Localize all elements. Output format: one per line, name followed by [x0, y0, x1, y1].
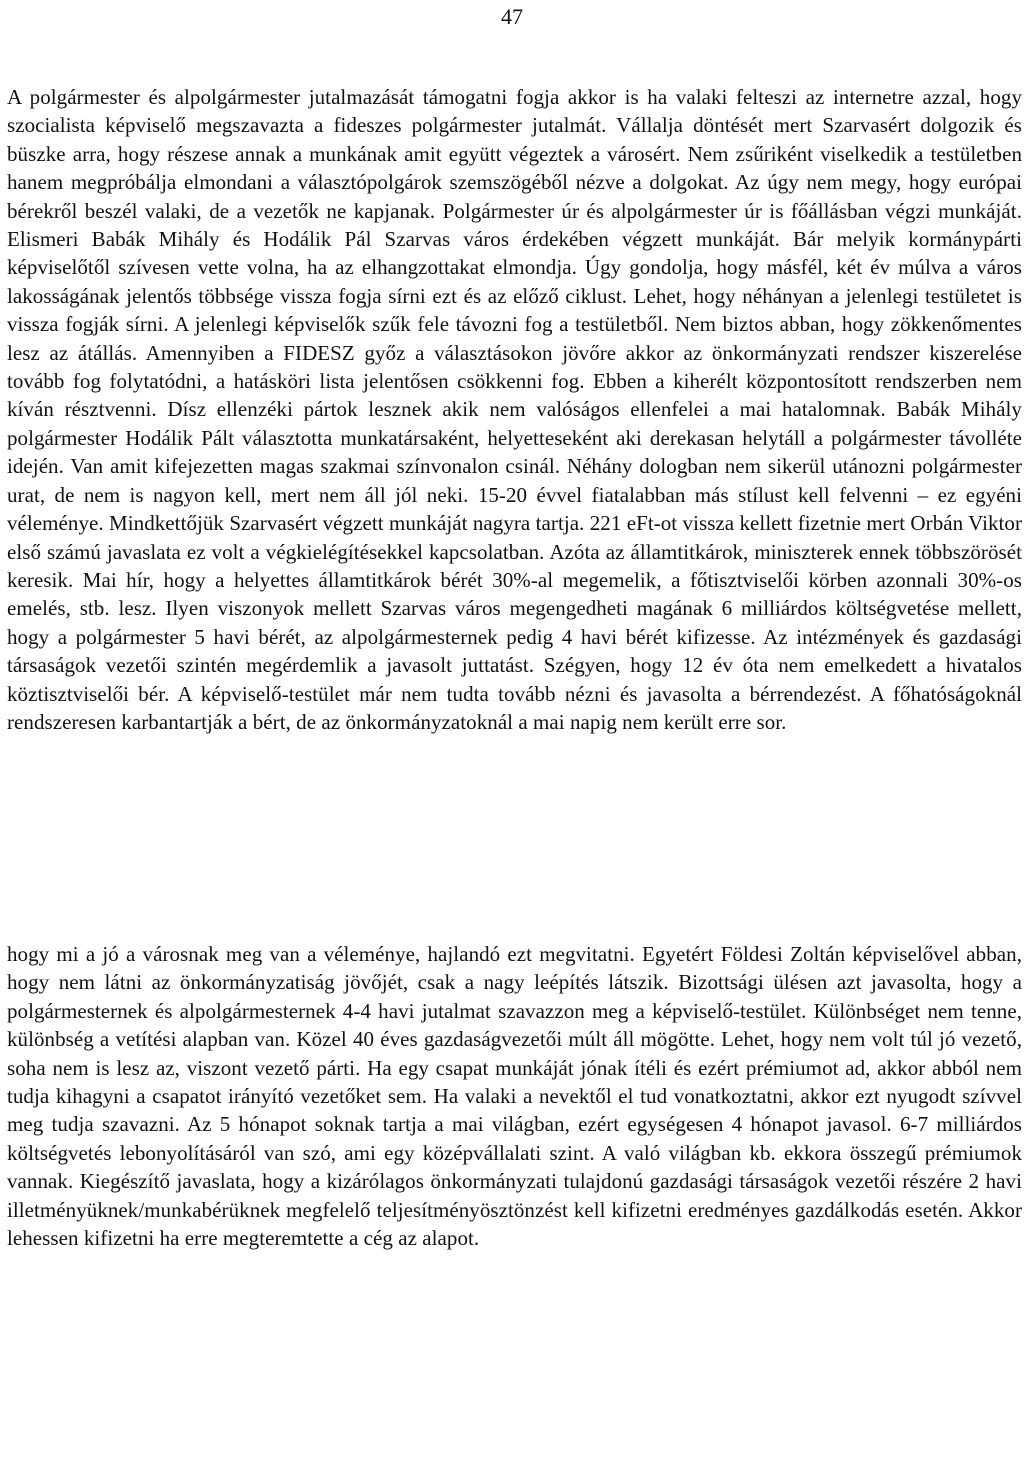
page-number: 47 [501, 4, 523, 29]
paragraph-2: hogy mi a jó a városnak meg van a véleménye, hajlandó ezt megvitatni. Egyetért Földesi Zoltán képviselővel abban, hogy nem látni az önkormányzatiság jövőjét, csak a nagy leépítés látszik. Bizottsági ülésen azt javasolta, hogy a polgármesternek és alpolgármesternek 4-4 havi jutalmat szavazzon meg a képviselő-testület. Különbséget nem tenne, különbség a vetítési alapban van. Közel 40 éves gazdaságvezetői múlt áll mögötte. Lehet, hogy nem volt túl jó vezető, soha nem is lesz az, viszont vezető párti. Ha egy csapat munkáját jónak ítéli és ezért prémiumot ad, akkor abból nem tudja kihagyni a csapatot irányító vezetőket sem. Ha valaki a nevektől el tud vonatkoztatni, akkor ezt nyugodt szívvel meg tudja szavazni. Az 5 hónapot soknak tartja a mai világban, ezért egységesen 4 hónapot javasol. 6-7 milliárdos költségvetés lebonyolításáról van szó, ami egy középvállalati szint. A való világban kb. ekkora összegű prémiumok vannak. Kiegészítő javaslata, hogy a kizárólagos önkormányzati tulajdonú gazdasági társaságok vezetői részére 2 havi illetményüknek/munkabérüknek megfelelő teljesítményösztönzést kell kifizetni eredményes gazdálkodás esetén. Akkor lehessen kifizetni ha erre megteremtette a cég az alapot. [7, 942, 1022, 1251]
paragraph-1: A polgármester és alpolgármester jutalmazását támogatni fogja akkor is ha valaki felteszi az internetre azzal, hogy szocialista képviselő megszavazta a fideszes polgármester jutalmát. Vállalja döntését mert Szarvasért dolgozik és büszke arra, hogy részese annak a munkának amit együtt végeztek a városért. Nem zsűriként viselkedik a testületben hanem megpróbálja elmondani a választópolgárok szemszögéből nézve a dolgokat. Az úgy nem megy, hogy európai bérekről beszél valaki, de a vezetők ne kapjanak. Polgármester úr és alpolgármester úr is főállásban végzi munkáját. Elismeri Babák Mihály és Hodálik Pál Szarvas város érdekében végzett munkáját. Bár melyik kormánypárti képviselőtől szívesen vette volna, ha az elhangzottakat elmondja. Úgy gondolja, hogy másfél, két év múlva a város lakosságának jelentős többsége vissza fogja sírni ezt és az előző ciklust. Lehet, hogy néhányan a jelenlegi testületet is vissza fogják sírni. A jelenlegi képviselők szűk fele távozni fog a testületből. Nem biztos abban, hogy zökkenőmentes lesz az átállás. Amennyiben a FIDESZ győz a választásokon jövőre akkor az önkormányzati rendszer kiszerelése tovább fog folytatódni, a hatásköri lista jelentősen csökkenni fog. Ebben a kiherélt központosított rendszerben nem kíván résztvenni. Dísz ellenzéki pártok lesznek akik nem valóságos ellenfelei a mai hatalomnak. Babák Mihály polgármester Hodálik Pált választotta munkatársaként, helyetteseként aki derekasan helytáll a polgármester távolléte idején. Van amit kifejezetten magas szakmai színvonalon csinál. Néhány dologban nem sikerül utánozni polgármester urat, de nem is nagyon kell, mert nem áll jól neki. 15-20 évvel fiatalabban más stílust kell felvenni – ez egyéni véleménye. Mindkettőjük Szarvasért végzett munkáját nagyra tartja. 221 eFt-ot vissza kellett fizetnie mert Orbán Viktor első számú javaslata ez volt a végkielégítésekkel kapcsolatban. Azóta az államtitkárok, miniszterek ennek többszörösét keresik. Mai hír, hogy a helyettes államtitkárok bérét 30%-al megemelik, a főtisztviselői körben azonnali 30%-os emelés, stb. lesz. Ilyen viszonyok mellett Szarvas város megengedheti magának 6 milliárdos költségvetése mellett, hogy a polgármester 5 havi bérét, az alpolgármesternek pedig 4 havi bérét kifizesse. Az intézmények és gazdasági társaságok vezetői szintén megérdemlik a javasolt juttatást. Szégyen, hogy 12 év óta nem emelkedett a hivatalos köztisztviselői bér. A képviselő-testület már nem tudta tovább nézni és javasolta a bérrendezést. A főhatóságoknál rendszeresen karbantartják a bért, de az önkormányzatoknál a mai napig nem került erre sor. [7, 85, 1022, 734]
